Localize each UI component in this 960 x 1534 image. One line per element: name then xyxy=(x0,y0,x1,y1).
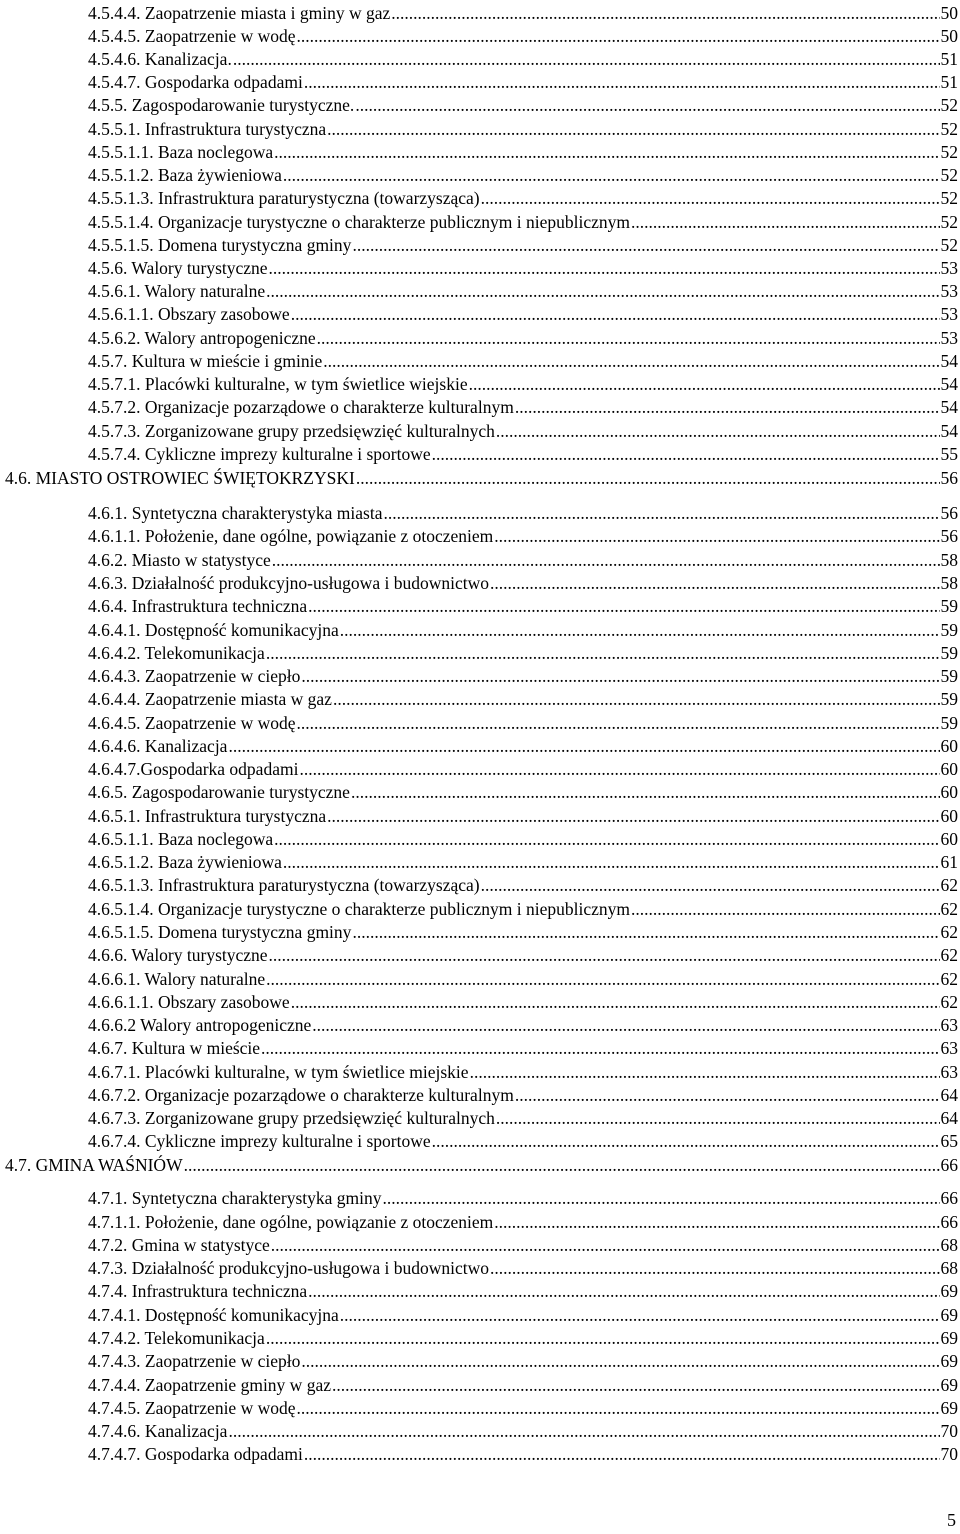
toc-entry-page: 69 xyxy=(940,1375,958,1395)
toc-leader-dots xyxy=(261,1037,939,1060)
toc-entry[interactable] xyxy=(88,187,958,210)
toc-leader-dots xyxy=(271,1234,940,1257)
toc-leader-dots xyxy=(432,443,940,466)
toc-leader-dots xyxy=(515,396,940,419)
toc-entry-page: 69 xyxy=(940,1398,958,1418)
toc-entry[interactable] xyxy=(88,968,958,991)
toc-leader-dots xyxy=(355,94,939,117)
toc-entry-title: 4.6.4.6. Kanalizacja xyxy=(88,736,228,756)
toc-entry[interactable] xyxy=(88,619,958,642)
toc-entry[interactable] xyxy=(88,665,958,688)
toc-entry-title: 4.6.5.1.5. Domena turystyczna gminy xyxy=(88,922,352,942)
toc-entry[interactable] xyxy=(88,502,958,525)
toc-entry-title: 4.6.6.1.1. Obszary zasobowe xyxy=(88,992,290,1012)
toc-entry-title: 4.6.5.1.1. Baza noclegowa xyxy=(88,829,274,849)
toc-entry-page: 60 xyxy=(940,736,958,756)
toc-entry-page: 51 xyxy=(940,49,958,69)
toc-leader-dots xyxy=(304,71,940,94)
toc-entry-page: 52 xyxy=(940,165,958,185)
toc-entry-page: 62 xyxy=(940,875,958,895)
toc-entry-page: 53 xyxy=(940,304,958,324)
toc-entry-title: 4.6.5.1. Infrastruktura turystyczna xyxy=(88,806,327,826)
toc-leader-dots xyxy=(297,25,940,48)
toc-entry[interactable] xyxy=(88,828,958,851)
toc-leader-dots xyxy=(233,48,940,71)
toc-entry[interactable] xyxy=(88,898,958,921)
toc-entry-title: 4.5.5.1.1. Baza noclegowa xyxy=(88,142,274,162)
toc-leader-dots xyxy=(283,164,940,187)
toc-entry-title: 4.5.4.6. Kanalizacja. xyxy=(88,49,232,69)
toc-entry-title: 4.6.7.1. Placówki kulturalne, w tym świetlice miejskie xyxy=(88,1062,469,1082)
toc-entry[interactable] xyxy=(88,1350,958,1373)
toc-entry-title: 4.7.2. Gmina w statystyce xyxy=(88,1235,270,1255)
toc-entry-title: 4.6.6. Walory turystyczne xyxy=(88,945,268,965)
toc-entry[interactable] xyxy=(88,735,958,758)
toc-entry-title: 4.7.1. Syntetyczna charakterystyka gminy xyxy=(88,1188,382,1208)
toc-entry-page: 64 xyxy=(940,1108,958,1128)
toc-entry[interactable] xyxy=(88,1084,958,1107)
toc-entry-title: 4.6.4.5. Zaopatrzenie w wodę xyxy=(88,713,296,733)
toc-entry[interactable] xyxy=(88,1257,958,1280)
toc-entry-title: 4.7.4.1. Dostępność komunikacyjna xyxy=(88,1305,339,1325)
toc-entry-title: 4.7.4.2. Telekomunikacja xyxy=(88,1328,265,1348)
toc-entry-title: 4.6.4.1. Dostępność komunikacyjna xyxy=(88,620,339,640)
toc-leader-dots xyxy=(299,758,939,781)
toc-entry[interactable] xyxy=(88,303,958,326)
toc-entry[interactable] xyxy=(88,851,958,874)
toc-leader-dots xyxy=(297,1397,940,1420)
toc-entry-page: 59 xyxy=(940,643,958,663)
toc-leader-dots xyxy=(301,665,939,688)
toc-leader-dots xyxy=(391,2,939,25)
toc-entry-page: 54 xyxy=(940,351,958,371)
toc-leader-dots xyxy=(631,211,940,234)
toc-entry[interactable] xyxy=(88,1443,958,1466)
toc-entry[interactable] xyxy=(5,467,958,490)
toc-entry-title: 4.7.4.3. Zaopatrzenie w ciepło xyxy=(88,1351,301,1371)
toc-entry-page: 60 xyxy=(940,782,958,802)
toc-entry-page: 55 xyxy=(940,444,958,464)
toc-leader-dots xyxy=(494,1211,939,1234)
toc-entry-page: 62 xyxy=(940,969,958,989)
toc-entry-title: 4.6.5.1.2. Baza żywieniowa xyxy=(88,852,282,872)
toc-leader-dots xyxy=(228,1420,939,1443)
toc-leader-dots xyxy=(308,595,939,618)
toc-leader-dots xyxy=(274,141,939,164)
toc-entry-title: 4.5.5.1.4. Organizacje turystyczne o charakterze publicznym i niepublicznym xyxy=(88,212,630,232)
toc-entry[interactable] xyxy=(88,758,958,781)
toc-leader-dots xyxy=(494,525,939,548)
toc-leader-dots xyxy=(283,851,940,874)
toc-entry[interactable] xyxy=(88,1130,958,1153)
toc-entry-page: 54 xyxy=(940,421,958,441)
toc-entry[interactable] xyxy=(88,642,958,665)
toc-leader-dots xyxy=(515,1084,940,1107)
toc-entry-title: 4.6.1.1. Położenie, dane ogólne, powiązanie z otoczeniem xyxy=(88,526,494,546)
page-number: 5 xyxy=(947,1510,956,1530)
toc-entry[interactable] xyxy=(88,280,958,303)
toc-entry[interactable] xyxy=(88,1014,958,1037)
toc-leader-dots xyxy=(266,968,939,991)
toc-leader-dots xyxy=(304,1443,940,1466)
toc-entry[interactable] xyxy=(88,94,958,117)
toc-entry[interactable] xyxy=(88,712,958,735)
toc-entry[interactable] xyxy=(88,1280,958,1303)
toc-leader-dots xyxy=(481,874,940,897)
toc-entry-page: 62 xyxy=(940,922,958,942)
toc-entry-page: 70 xyxy=(940,1444,958,1464)
toc-entry[interactable] xyxy=(88,1211,958,1234)
toc-leader-dots xyxy=(266,280,939,303)
toc-leader-dots xyxy=(327,805,939,828)
toc-entry[interactable] xyxy=(88,2,958,25)
toc-entry-title: 4.5.5.1.5. Domena turystyczna gminy xyxy=(88,235,352,255)
toc-leader-dots xyxy=(269,944,940,967)
toc-entry-title: 4.6.4.4. Zaopatrzenie miasta w gaz xyxy=(88,689,332,709)
toc-entry[interactable] xyxy=(88,71,958,94)
toc-entry[interactable] xyxy=(88,396,958,419)
toc-leader-dots xyxy=(351,781,940,804)
toc-entry-title: 4.5.7.2. Organizacje pozarządowe o charakterze kulturalnym xyxy=(88,397,514,417)
toc-entry-title: 4.7.3. Działalność produkcyjno-usługowa i budownictwo xyxy=(88,1258,489,1278)
toc-entry[interactable] xyxy=(88,164,958,187)
toc-entry-title: 4.7.4. Infrastruktura techniczna xyxy=(88,1281,308,1301)
toc-entry[interactable] xyxy=(88,257,958,280)
toc-entry-title: 4.5.6. Walory turystyczne xyxy=(88,258,268,278)
toc-entry-title: 4.6.5.1.4. Organizacje turystyczne o charakterze publicznym i niepublicznym xyxy=(88,899,630,919)
toc-entry-title: 4.6.6.1. Walory naturalne xyxy=(88,969,266,989)
toc-leader-dots xyxy=(274,828,939,851)
toc-leader-dots xyxy=(631,898,940,921)
toc-entry-page: 59 xyxy=(940,713,958,733)
toc-entry-title: 4.5.5.1.2. Baza żywieniowa xyxy=(88,165,282,185)
toc-entry-page: 52 xyxy=(940,119,958,139)
toc-entry-page: 70 xyxy=(940,1421,958,1441)
toc-entry-page: 56 xyxy=(940,468,958,488)
toc-entry[interactable] xyxy=(88,25,958,48)
toc-entry-page: 63 xyxy=(940,1062,958,1082)
toc-leader-dots xyxy=(266,1327,940,1350)
toc-entry-title: 4.7.1.1. Położenie, dane ogólne, powiązanie z otoczeniem xyxy=(88,1212,494,1232)
toc-entry-page: 61 xyxy=(940,852,958,872)
toc-entry-title: 4.5.7.3. Zorganizowane grupy przedsięwzięć kulturalnych xyxy=(88,421,495,441)
toc-entry-title: 4.5.4.5. Zaopatrzenie w wodę xyxy=(88,26,296,46)
toc-entry-page: 69 xyxy=(940,1351,958,1371)
toc-leader-dots xyxy=(317,327,940,350)
toc-leader-dots xyxy=(308,1280,939,1303)
toc-entry-title: 4.6.7.2. Organizacje pozarządowe o charakterze kulturalnym xyxy=(88,1085,514,1105)
toc-leader-dots xyxy=(291,991,940,1014)
toc-entry-page: 66 xyxy=(940,1212,958,1232)
toc-entry[interactable] xyxy=(88,1107,958,1130)
toc-entry[interactable] xyxy=(88,420,958,443)
toc-entry-title: 4.6.4.2. Telekomunikacja xyxy=(88,643,265,663)
toc-entry[interactable] xyxy=(5,1154,958,1177)
toc-leader-dots xyxy=(352,234,939,257)
toc-entry[interactable] xyxy=(88,1037,958,1060)
toc-entry-page: 62 xyxy=(940,899,958,919)
toc-entry[interactable] xyxy=(88,921,958,944)
toc-leader-dots xyxy=(228,735,939,758)
toc-entry-page: 58 xyxy=(940,573,958,593)
toc-entry[interactable] xyxy=(88,781,958,804)
toc-leader-dots xyxy=(490,572,940,595)
toc-leader-dots xyxy=(496,1107,940,1130)
toc-entry-page: 52 xyxy=(940,212,958,232)
toc-entry-title: 4.5.5. Zagospodarowanie turystyczne. xyxy=(88,95,355,115)
toc-entry-title: 4.5.4.7. Gospodarka odpadami xyxy=(88,72,303,92)
toc-leader-dots xyxy=(291,303,940,326)
toc-leader-dots xyxy=(496,420,940,443)
toc-leader-dots xyxy=(340,1304,940,1327)
toc-entry[interactable] xyxy=(88,1234,958,1257)
toc-entry-title: 4.7.4.6. Kanalizacja xyxy=(88,1421,228,1441)
toc-entry-page: 52 xyxy=(940,142,958,162)
toc-entry-page: 50 xyxy=(940,3,958,23)
toc-entry-page: 56 xyxy=(940,526,958,546)
toc-entry[interactable] xyxy=(88,572,958,595)
toc-entry-title: 4.6.2. Miasto w statystyce xyxy=(88,550,271,570)
toc-entry[interactable] xyxy=(88,1397,958,1420)
toc-entry-title: 4.5.5.1. Infrastruktura turystyczna xyxy=(88,119,327,139)
toc-entry[interactable] xyxy=(88,805,958,828)
toc-entry-page: 63 xyxy=(940,1038,958,1058)
toc-entry[interactable] xyxy=(88,327,958,350)
toc-entry-page: 59 xyxy=(940,596,958,616)
toc-entry-page: 69 xyxy=(940,1305,958,1325)
toc-leader-dots xyxy=(332,1374,940,1397)
toc-entry-page: 58 xyxy=(940,550,958,570)
toc-entry[interactable] xyxy=(88,1304,958,1327)
toc-entry-title: 4.6.5.1.3. Infrastruktura paraturystyczna (towarzysząca) xyxy=(88,875,480,895)
toc-entry-page: 64 xyxy=(940,1085,958,1105)
toc-entry-page: 52 xyxy=(940,235,958,255)
toc-leader-dots xyxy=(383,1187,940,1210)
toc-entry[interactable] xyxy=(88,688,958,711)
toc-entry-title: 4.7. GMINA WAŚNIÓW xyxy=(5,1155,183,1175)
toc-leader-dots xyxy=(470,1061,940,1084)
toc-leader-dots xyxy=(323,350,939,373)
toc-entry[interactable] xyxy=(88,991,958,1014)
toc-leader-dots xyxy=(272,549,940,572)
toc-entry-title: 4.7.4.4. Zaopatrzenie gminy w gaz xyxy=(88,1375,331,1395)
toc-entry-page: 68 xyxy=(940,1258,958,1278)
toc-leader-dots xyxy=(481,187,940,210)
toc-entry-title: 4.5.5.1.3. Infrastruktura paraturystyczna (towarzysząca) xyxy=(88,188,480,208)
toc-leader-dots xyxy=(333,688,940,711)
toc-entry-title: 4.7.4.5. Zaopatrzenie w wodę xyxy=(88,1398,296,1418)
toc-entry-title: 4.6.5. Zagospodarowanie turystyczne xyxy=(88,782,350,802)
toc-entry[interactable] xyxy=(88,1374,958,1397)
toc-leader-dots xyxy=(469,373,940,396)
toc-leader-dots xyxy=(356,467,940,490)
toc-entry-page: 54 xyxy=(940,374,958,394)
toc-entry[interactable] xyxy=(88,525,958,548)
toc-entry-page: 52 xyxy=(940,188,958,208)
toc-entry-title: 4.6.4. Infrastruktura techniczna xyxy=(88,596,308,616)
toc-entry-title: 4.5.4.4. Zaopatrzenie miasta i gminy w gaz xyxy=(88,3,391,23)
toc-entry-page: 50 xyxy=(940,26,958,46)
toc-entry[interactable] xyxy=(88,118,958,141)
toc-entry[interactable] xyxy=(88,1187,958,1210)
toc-entry[interactable] xyxy=(88,549,958,572)
toc-entry-page: 52 xyxy=(940,95,958,115)
toc-leader-dots xyxy=(301,1350,939,1373)
toc-entry-title: 4.5.7. Kultura w mieście i gminie xyxy=(88,351,323,371)
toc-entry-page: 51 xyxy=(940,72,958,92)
toc-entry-title: 4.6. MIASTO OSTROWIEC ŚWIĘTOKRZYSKI xyxy=(5,468,355,488)
toc-entry-page: 59 xyxy=(940,689,958,709)
toc-entry-title: 4.6.6.2 Walory antropogeniczne xyxy=(88,1015,312,1035)
toc-entry-page: 69 xyxy=(940,1328,958,1348)
toc-leader-dots xyxy=(269,257,940,280)
toc-entry-page: 54 xyxy=(940,397,958,417)
toc-entry-title: 4.5.7.4. Cykliczne imprezy kulturalne i sportowe xyxy=(88,444,431,464)
toc-entry[interactable] xyxy=(88,141,958,164)
toc-entry[interactable] xyxy=(88,874,958,897)
toc-entry-page: 65 xyxy=(940,1131,958,1151)
toc-leader-dots xyxy=(327,118,939,141)
toc-entry-page: 59 xyxy=(940,666,958,686)
toc-leader-dots xyxy=(312,1014,939,1037)
toc-leader-dots xyxy=(432,1130,940,1153)
toc-entry-page: 66 xyxy=(940,1188,958,1208)
toc-entry-page: 60 xyxy=(940,829,958,849)
toc-entry-page: 60 xyxy=(940,806,958,826)
toc-entry-title: 4.6.3. Działalność produkcyjno-usługowa i budownictwo xyxy=(88,573,489,593)
toc-entry-page: 56 xyxy=(940,503,958,523)
toc-entry[interactable] xyxy=(88,48,958,71)
toc-entry-page: 53 xyxy=(940,258,958,278)
toc-entry-page: 62 xyxy=(940,945,958,965)
toc-entry-page: 62 xyxy=(940,992,958,1012)
toc-entry[interactable] xyxy=(88,1420,958,1443)
toc-entry[interactable] xyxy=(88,373,958,396)
toc-leader-dots xyxy=(490,1257,940,1280)
toc-entry[interactable] xyxy=(88,1061,958,1084)
toc-entry-page: 69 xyxy=(940,1281,958,1301)
toc-entry[interactable] xyxy=(88,443,958,466)
toc-entry-title: 4.7.4.7. Gospodarka odpadami xyxy=(88,1444,303,1464)
toc-entry[interactable] xyxy=(88,944,958,967)
toc-leader-dots xyxy=(383,502,939,525)
toc-entry-title: 4.5.6.1.1. Obszary zasobowe xyxy=(88,304,290,324)
toc-entry[interactable] xyxy=(88,350,958,373)
toc-entry-page: 60 xyxy=(940,759,958,779)
toc-leader-dots xyxy=(340,619,940,642)
toc-entry-title: 4.6.1. Syntetyczna charakterystyka miasta xyxy=(88,503,383,523)
toc-entry[interactable] xyxy=(88,595,958,618)
toc-entry-title: 4.6.7.4. Cykliczne imprezy kulturalne i sportowe xyxy=(88,1131,431,1151)
toc-entry-page: 68 xyxy=(940,1235,958,1255)
toc-leader-dots xyxy=(266,642,940,665)
toc-entry-page: 59 xyxy=(940,620,958,640)
toc-entry[interactable] xyxy=(88,234,958,257)
toc-entry[interactable] xyxy=(88,211,958,234)
toc-entry-title: 4.6.7.3. Zorganizowane grupy przedsięwzięć kulturalnych xyxy=(88,1108,495,1128)
toc-entry[interactable] xyxy=(88,1327,958,1350)
toc-entry-title: 4.5.6.1. Walory naturalne xyxy=(88,281,266,301)
toc-entry-page: 53 xyxy=(940,328,958,348)
toc-leader-dots xyxy=(297,712,940,735)
toc-entry-title: 4.5.6.2. Walory antropogeniczne xyxy=(88,328,316,348)
toc-entry-page: 53 xyxy=(940,281,958,301)
toc-entry-title: 4.6.4.3. Zaopatrzenie w ciepło xyxy=(88,666,301,686)
toc-leader-dots xyxy=(184,1154,940,1177)
toc-entry-title: 4.6.7. Kultura w mieście xyxy=(88,1038,261,1058)
toc-entry-page: 63 xyxy=(940,1015,958,1035)
toc-leader-dots xyxy=(352,921,939,944)
toc-entry-page: 66 xyxy=(940,1155,958,1175)
toc-entry-title: 4.6.4.7.Gospodarka odpadami xyxy=(88,759,299,779)
toc-entry-title: 4.5.7.1. Placówki kulturalne, w tym świetlice wiejskie xyxy=(88,374,468,394)
